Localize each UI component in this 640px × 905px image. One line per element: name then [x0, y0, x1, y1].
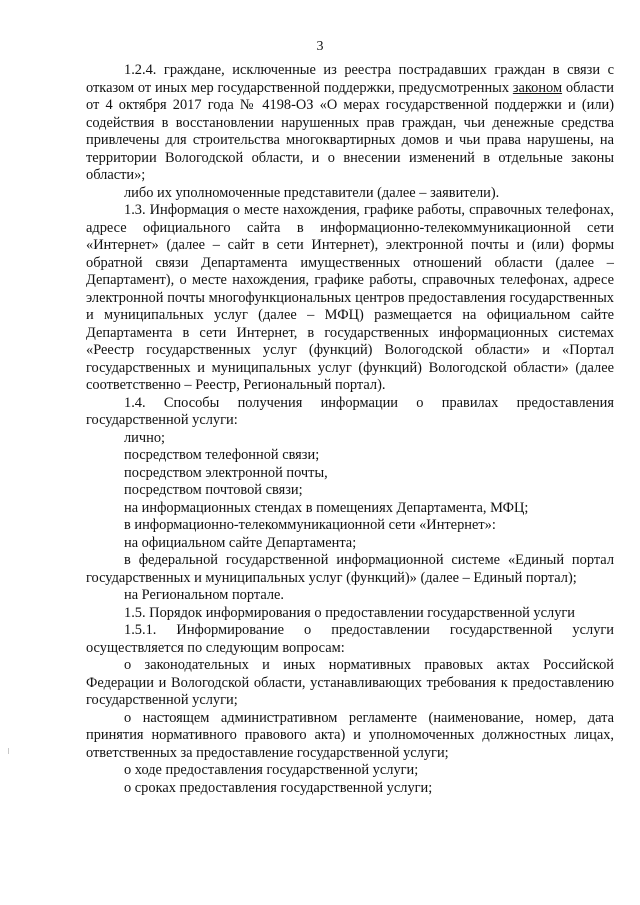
- paragraph-1-4: 1.4. Способы получения информации о правилах предоставления государственной услуги:: [86, 394, 614, 428]
- method-item-phone: посредством телефонной связи;: [124, 447, 320, 463]
- method-item-unified-portal: в федеральной государственной информационной системе «Единый портал государственных и муниципальных услуг (функций)» (далее – Единый портал);: [86, 552, 614, 586]
- scan-margin-mark: [8, 748, 9, 754]
- method-item-official-site: на официальном сайте Департамента;: [124, 534, 357, 551]
- paragraph-representatives: либо их уполномоченные представители (далее – заявители).: [124, 184, 500, 201]
- method-item-regional-portal: на Региональном портале.: [124, 587, 285, 603]
- document-body: [86, 62, 614, 797]
- method-item-internet: в информационно-телекоммуникационной сети «Интернет»:: [124, 517, 496, 533]
- paragraph-1-5: 1.5. Порядок информирования о предоставлении государственной услуги: [124, 604, 575, 621]
- topic-item-legal-acts: о законодательных и иных нормативных правовых актах Российской Федерации и Вологодской области, устанавливающих требования к предоставлению государственной услуги;: [86, 657, 614, 708]
- page-number: 3: [316, 39, 324, 54]
- paragraph-1-5-1: 1.5.1. Информирование о предоставлении государственной услуги осуществляется по следующим вопросам:: [86, 622, 614, 656]
- law-link[interactable]: законом: [512, 79, 563, 96]
- topic-item-deadlines: о сроках предоставления государственной услуги;: [124, 779, 433, 796]
- method-item-email: посредством электронной почты,: [124, 464, 328, 481]
- method-item-stands: на информационных стендах в помещениях Департамента, МФЦ;: [124, 499, 529, 516]
- topic-item-regulation: о настоящем административном регламенте (наименование, номер, дата принятия нормативного правового акта) и уполномоченных должностных лицах, ответственных за предоставление государственной услуги;: [86, 709, 614, 761]
- method-item-in-person: лично;: [124, 429, 166, 446]
- paragraph-1-2-4-text-start: 1.2.4. граждане, исключенные из реестра пострадавших граждан в связи с отказом от иных мер государственной поддержки, предусмотренных: [86, 62, 614, 96]
- method-item-post: посредством почтовой связи;: [124, 482, 303, 498]
- topic-item-progress: о ходе предоставления государственной услуги;: [124, 762, 419, 778]
- paragraph-1-2-4: [86, 62, 614, 185]
- paragraph-1-3: 1.3. Информация о месте нахождения, графике работы, справочных телефонах, адресе официального сайта в информационно-телекоммуникационной сети «Интернет» (далее – сайт в сети Интернет), электронной почты и (или) формы обратной связи Департамента имущественных отношений области (далее – Департамент), о месте нахождения, графике работы, справочных телефонах, адресе электронной почты многофункциональных центров предоставления государственных и муниципальных услуг (далее – МФЦ) размещается на официальном сайте Департамента в сети Интернет, в государственных информационных системах «Реестр государственных услуг (функций) Вологодской области» и «Портал государственных и муниципальных услуг (функций) Вологодской области» (далее соответственно – Реестр, Региональный портал).: [86, 202, 614, 393]
- paragraph-1-2-4-text-end: области от 4 октября 2017 года № 4198-ОЗ «О мерах государственной поддержки и (или) содействия в восстановлении нарушенных прав граждан, чьи денежные средства привлечены для строительства многоквартирных домов и чьи права нарушены, на территории Вологодской области, и о внесении изменений в отдельные законы области»;: [86, 79, 614, 183]
